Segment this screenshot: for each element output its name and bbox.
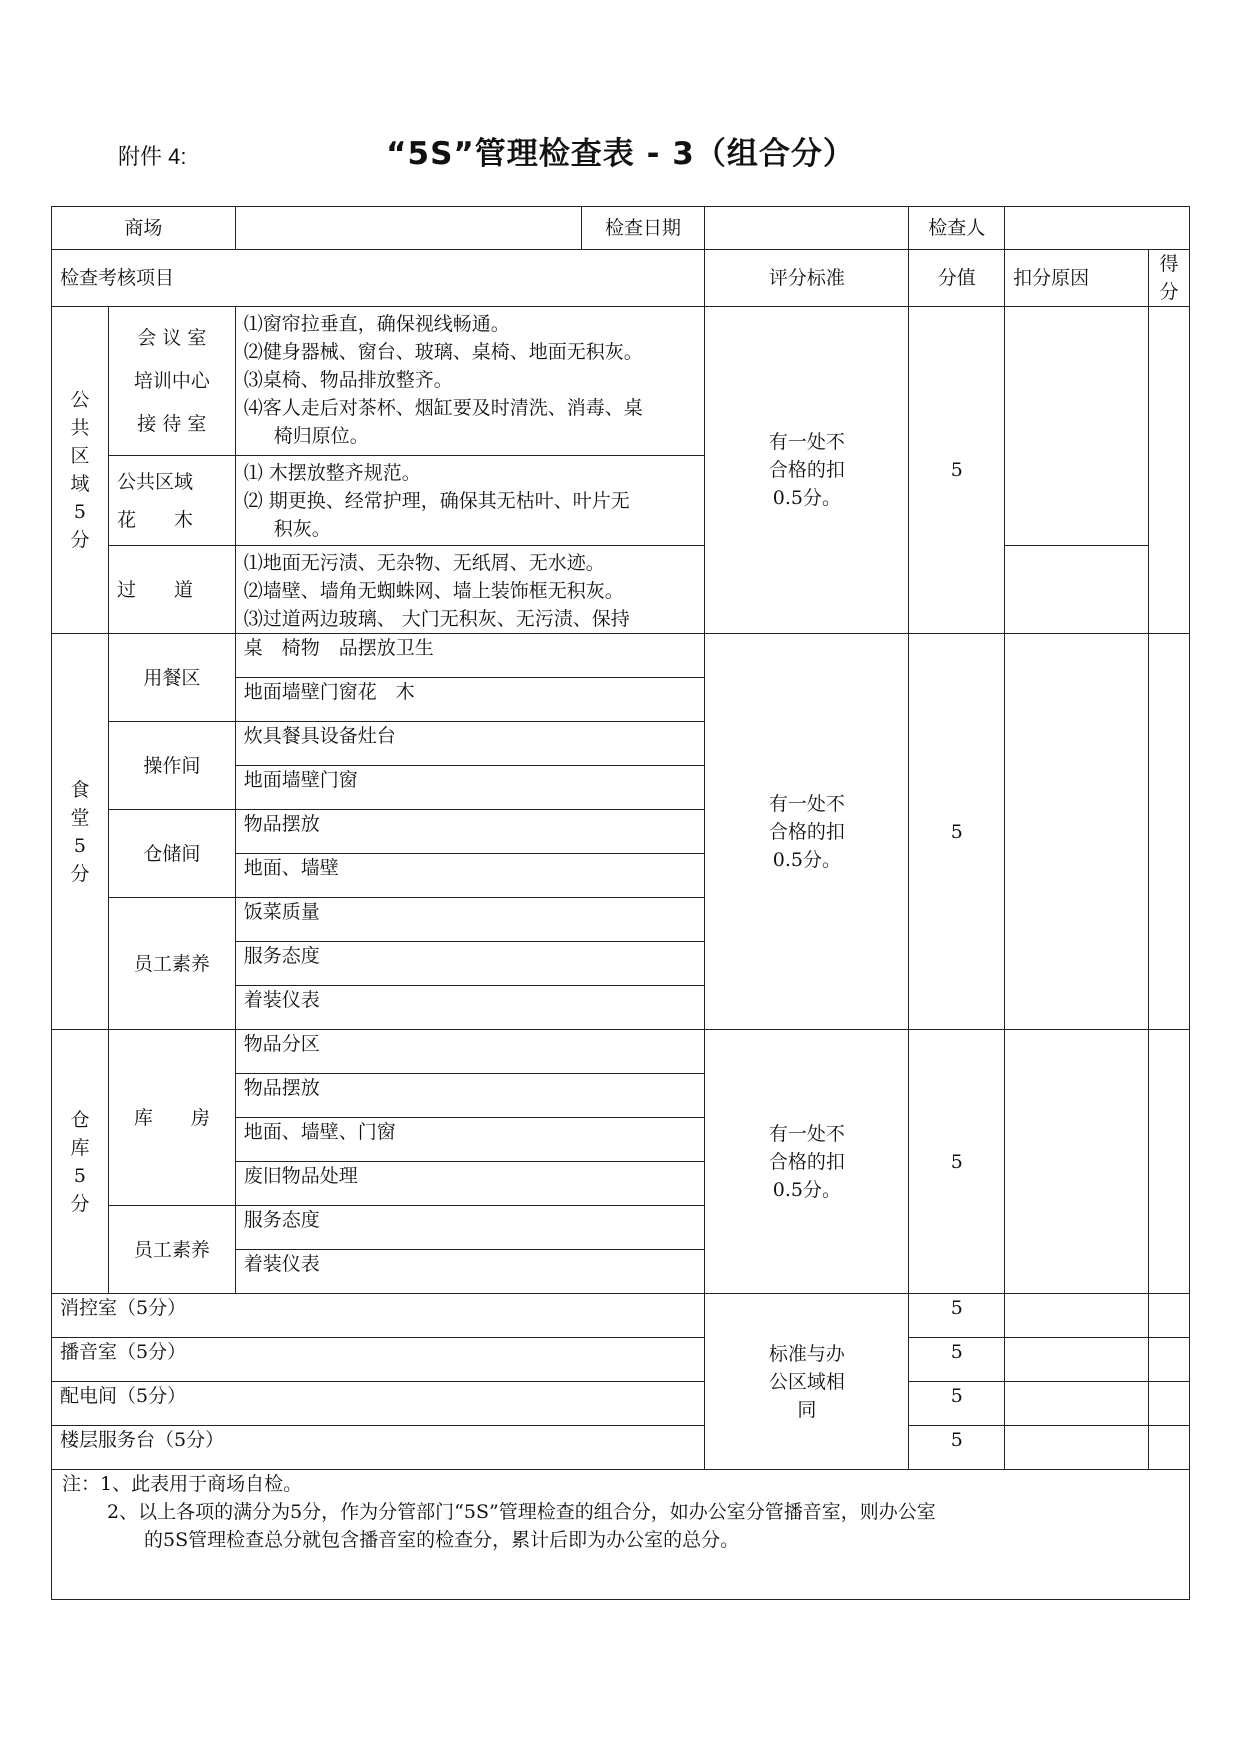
inspector-value-field[interactable] bbox=[1005, 207, 1190, 250]
storeroom-item-4: 废旧物品处理 bbox=[235, 1162, 705, 1206]
warehouse-staff-label: 员工素养 bbox=[108, 1206, 235, 1294]
note-line-3: 的5S管理检查总分就包含播音室的检查分，累计后即为办公室的总分。 bbox=[144, 1529, 740, 1551]
fire-control-score-field[interactable] bbox=[1149, 1294, 1190, 1338]
col-item-header: 检查考核项目 bbox=[52, 250, 705, 307]
canteen-row-1 bbox=[52, 634, 1190, 678]
warehouse-row-1 bbox=[52, 1030, 1190, 1074]
column-header-row bbox=[52, 250, 1190, 307]
info-row bbox=[52, 207, 1190, 250]
other-room-row-4 bbox=[52, 1426, 1190, 1470]
canteen-reason-field[interactable] bbox=[1005, 634, 1149, 1030]
storage-item-1: 物品摆放 bbox=[235, 810, 705, 854]
fire-control-room: 消控室（5分） bbox=[52, 1294, 705, 1338]
notes-row bbox=[52, 1470, 1190, 1600]
service-desk-value: 5 bbox=[909, 1426, 1005, 1470]
storeroom-item-3: 地面、墙壁、门窗 bbox=[235, 1118, 705, 1162]
public-area-label: 公 共 区 域 5 分 bbox=[52, 307, 109, 634]
warehouse-label: 仓 库 5 分 bbox=[52, 1030, 109, 1294]
other-room-row-2 bbox=[52, 1338, 1190, 1382]
meeting-room-items: ⑴窗帘拉垂直，确保视线畅通。 ⑵健身器械、窗台、玻璃、桌椅、地面无积灰。 ⑶桌椅、物品排放整齐。 ⑷客人走后对茶杯、烟缸要及时清洗、消毒、桌 椅归原位。 bbox=[235, 307, 705, 456]
meeting-room-label: 会 议 室 培训中心 接 待 室 bbox=[108, 307, 235, 456]
fire-control-reason-field[interactable] bbox=[1005, 1294, 1149, 1338]
col-reason-header: 扣分原因 bbox=[1005, 250, 1149, 307]
warehouse-score-field[interactable] bbox=[1149, 1030, 1190, 1294]
other-room-row-3 bbox=[52, 1382, 1190, 1426]
kitchen-item-1: 炊具餐具设备灶台 bbox=[235, 722, 705, 766]
kitchen-label: 操作间 bbox=[108, 722, 235, 810]
warehouse-standard: 有一处不 合格的扣 0.5分。 bbox=[705, 1030, 909, 1294]
page-title: “5S”管理检查表 - 3（组合分） bbox=[386, 136, 855, 172]
canteen-standard: 有一处不 合格的扣 0.5分。 bbox=[705, 634, 909, 1030]
public-area-standard: 有一处不 合格的扣 0.5分。 bbox=[705, 307, 909, 634]
plants-label: 公共区域 花 木 bbox=[108, 456, 235, 546]
inspector-label: 检查人 bbox=[909, 207, 1005, 250]
power-score-field[interactable] bbox=[1149, 1382, 1190, 1426]
col-standard-header: 评分标准 bbox=[705, 250, 909, 307]
canteen-staff-item-1: 饭菜质量 bbox=[235, 898, 705, 942]
broadcast-reason-field[interactable] bbox=[1005, 1338, 1149, 1382]
other-room-row-1 bbox=[52, 1294, 1190, 1338]
public-area-value: 5 bbox=[909, 307, 1005, 634]
notes bbox=[52, 1470, 1190, 1600]
broadcast-value: 5 bbox=[909, 1338, 1005, 1382]
dining-item-2: 地面墙壁门窗花 木 bbox=[235, 678, 705, 722]
corridor-reason-field[interactable] bbox=[1005, 546, 1149, 634]
corridor-items: ⑴地面无污渍、无杂物、无纸屑、无水迹。 ⑵墙壁、墙角无蜘蛛网、墙上装饰框无积灰。 ⑶过道两边玻璃、 大门无积灰、无污渍、保持 bbox=[235, 546, 705, 634]
canteen-score-field[interactable] bbox=[1149, 634, 1190, 1030]
power-value: 5 bbox=[909, 1382, 1005, 1426]
mall-value-field[interactable] bbox=[235, 207, 581, 250]
floor-service-desk: 楼层服务台（5分） bbox=[52, 1426, 705, 1470]
service-desk-score-field[interactable] bbox=[1149, 1426, 1190, 1470]
date-value-field[interactable] bbox=[705, 207, 909, 250]
attachment-label: 附件 4: bbox=[118, 144, 187, 169]
canteen-staff-label: 员工素养 bbox=[108, 898, 235, 1030]
public-area-row-3 bbox=[52, 546, 1190, 634]
storage-item-2: 地面、墙壁 bbox=[235, 854, 705, 898]
warehouse-staff-item-1: 服务态度 bbox=[235, 1206, 705, 1250]
kitchen-item-2: 地面墙壁门窗 bbox=[235, 766, 705, 810]
inspection-table bbox=[51, 206, 1190, 1600]
note-line-1: 注：1、此表用于商场自检。 bbox=[62, 1473, 303, 1495]
warehouse-value: 5 bbox=[909, 1030, 1005, 1294]
col-value-header: 分值 bbox=[909, 250, 1005, 307]
public-area-reason-field[interactable] bbox=[1005, 307, 1149, 546]
fire-control-value: 5 bbox=[909, 1294, 1005, 1338]
public-area-row-1 bbox=[52, 307, 1190, 456]
storeroom-label: 库 房 bbox=[108, 1030, 235, 1206]
warehouse-reason-field[interactable] bbox=[1005, 1030, 1149, 1294]
mall-label: 商场 bbox=[52, 207, 236, 250]
canteen-staff-item-3: 着装仪表 bbox=[235, 986, 705, 1030]
canteen-staff-item-2: 服务态度 bbox=[235, 942, 705, 986]
plants-items: ⑴ 木摆放整齐规范。 ⑵ 期更换、经常护理，确保其无枯叶、叶片无 积灰。 bbox=[235, 456, 705, 546]
broadcast-score-field[interactable] bbox=[1149, 1338, 1190, 1382]
broadcast-room: 播音室（5分） bbox=[52, 1338, 705, 1382]
col-score-header: 得分 bbox=[1149, 250, 1190, 307]
warehouse-staff-item-2: 着装仪表 bbox=[235, 1250, 705, 1294]
public-area-score-field[interactable] bbox=[1149, 307, 1190, 634]
canteen-value: 5 bbox=[909, 634, 1005, 1030]
date-label: 检查日期 bbox=[581, 207, 705, 250]
corridor-label: 过 道 bbox=[108, 546, 235, 634]
other-rooms-standard: 标准与办 公区域相 同 bbox=[705, 1294, 909, 1470]
storage-label: 仓储间 bbox=[108, 810, 235, 898]
service-desk-reason-field[interactable] bbox=[1005, 1426, 1149, 1470]
canteen-label: 食 堂 5 分 bbox=[52, 634, 109, 1030]
dining-item-1: 桌 椅物 品摆放卫生 bbox=[235, 634, 705, 678]
storeroom-item-2: 物品摆放 bbox=[235, 1074, 705, 1118]
storeroom-item-1: 物品分区 bbox=[235, 1030, 705, 1074]
dining-area-label: 用餐区 bbox=[108, 634, 235, 722]
note-line-2: 2、以上各项的满分为5分，作为分管部门“5S”管理检查的组合分，如办公室分管播音室，则办公室 bbox=[107, 1501, 936, 1523]
power-room: 配电间（5分） bbox=[52, 1382, 705, 1426]
power-reason-field[interactable] bbox=[1005, 1382, 1149, 1426]
